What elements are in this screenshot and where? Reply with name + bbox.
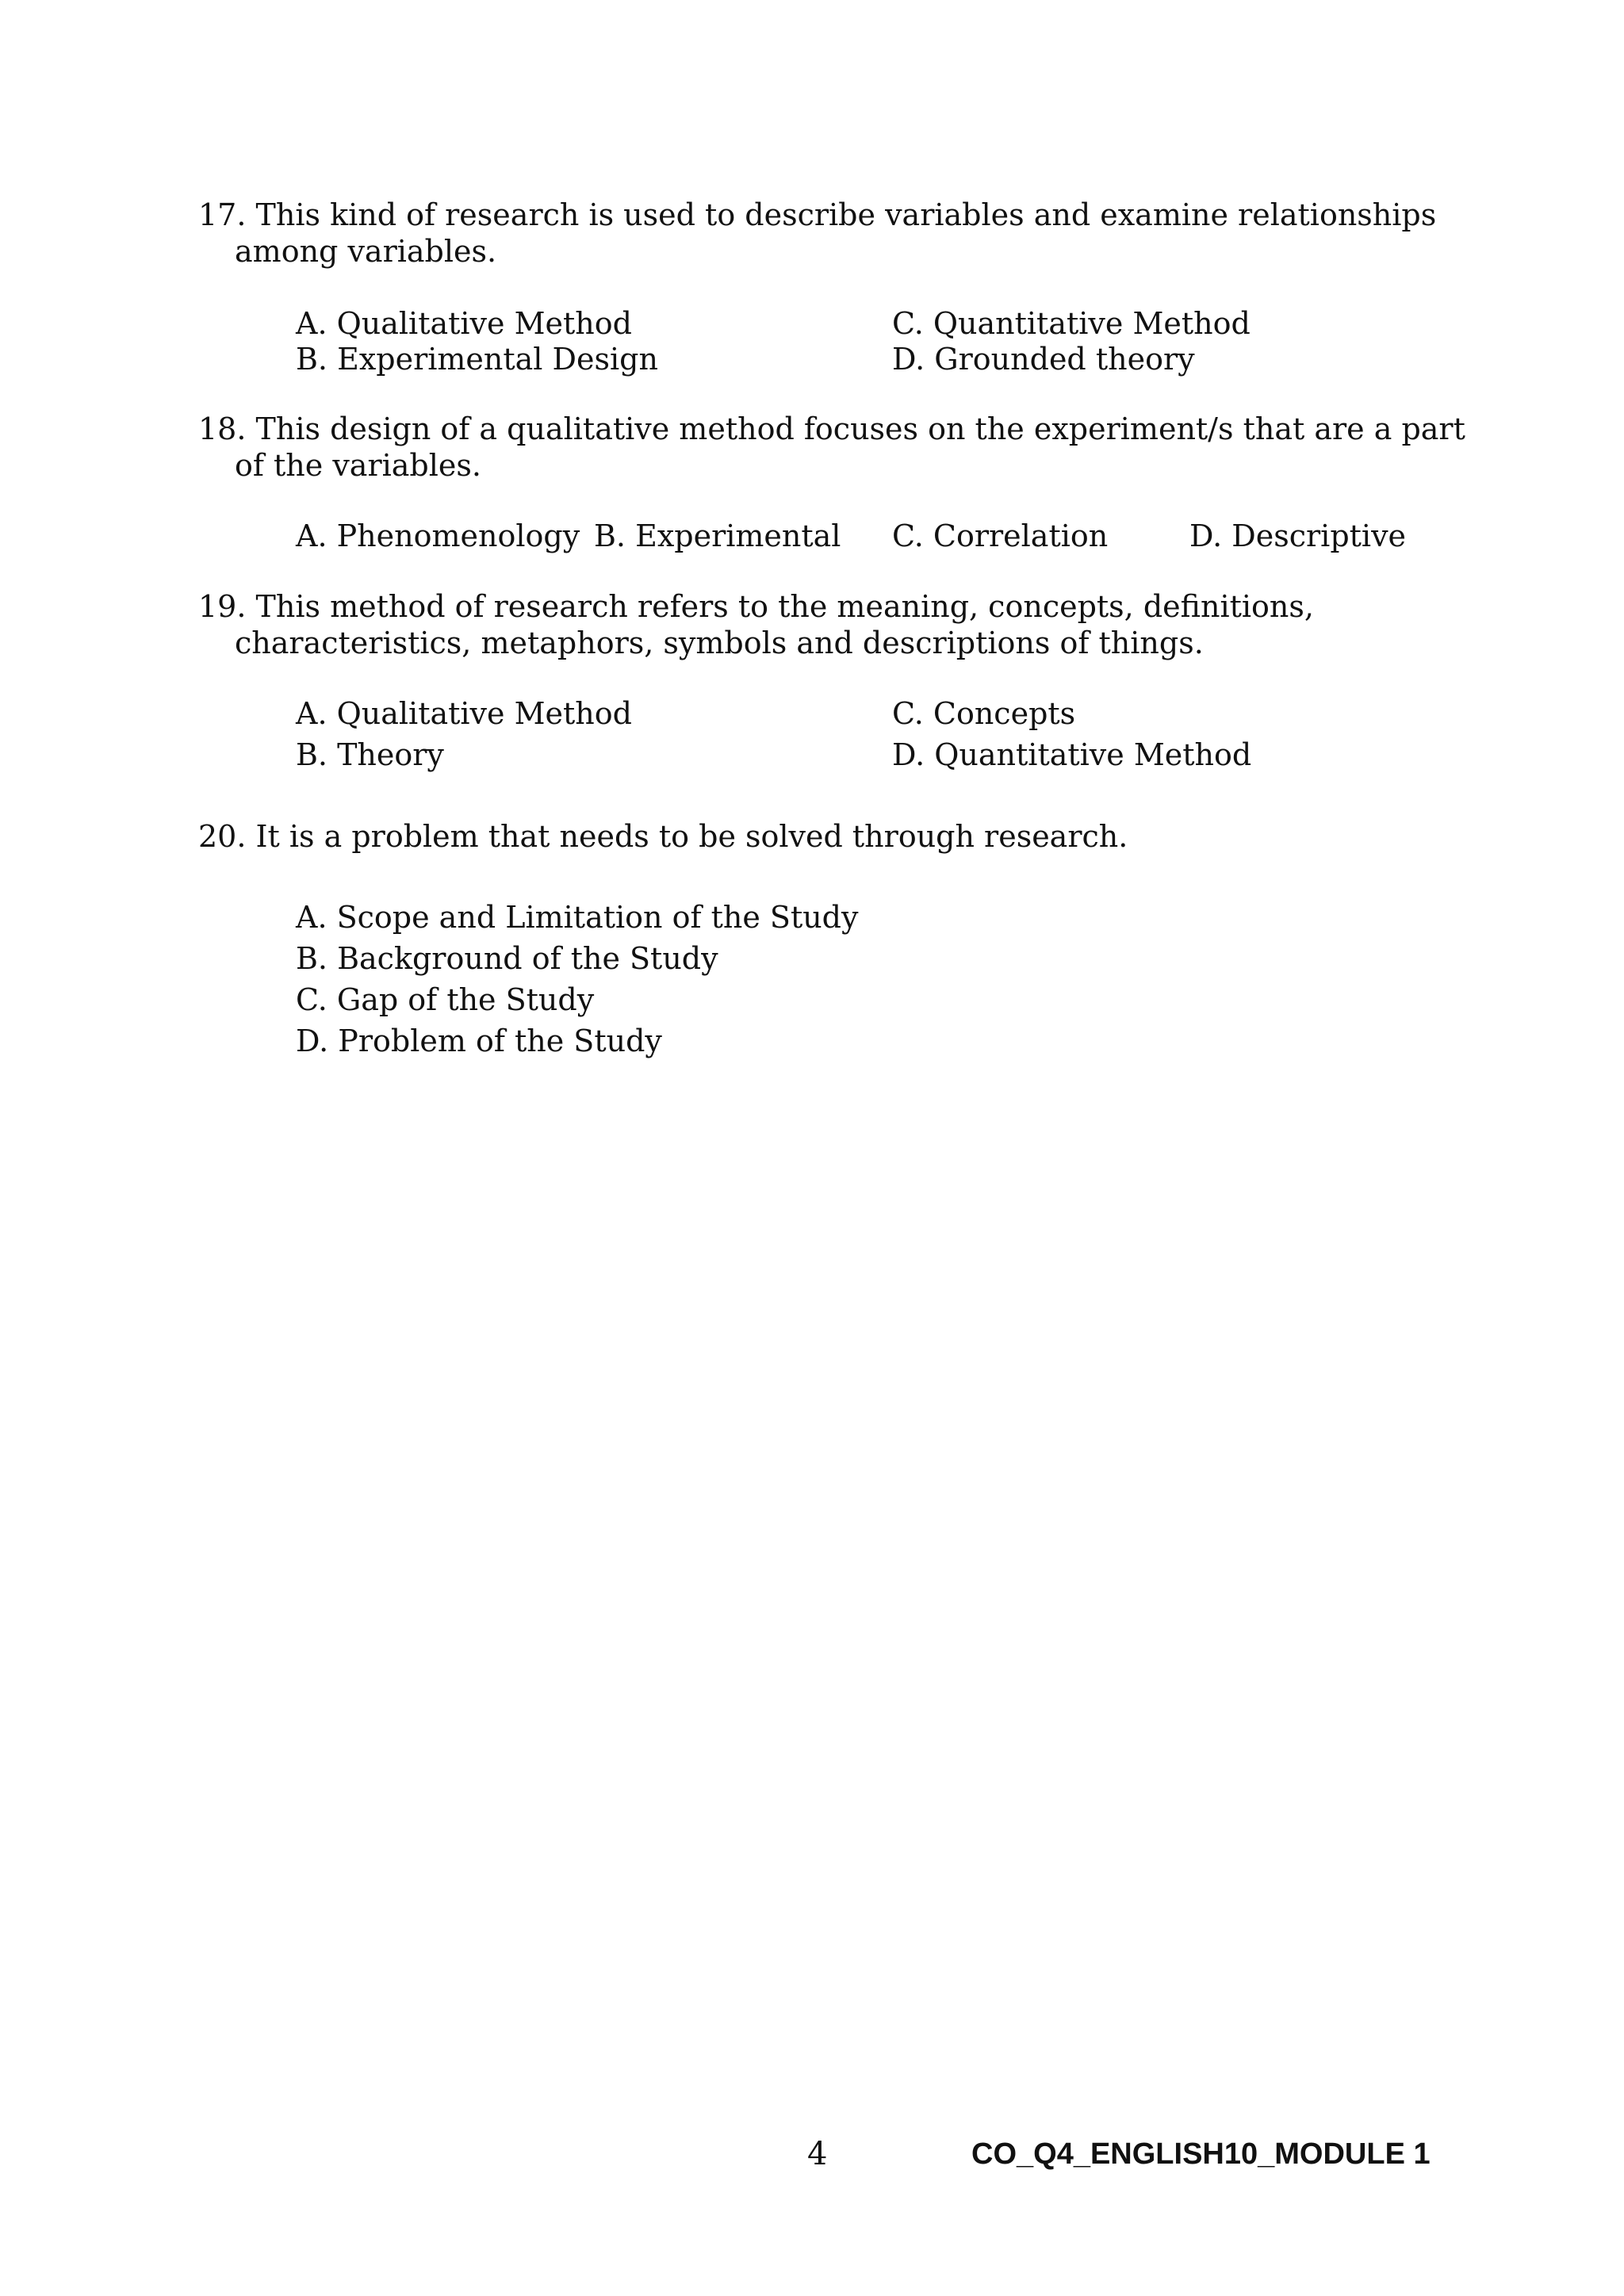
question-17-stem xyxy=(198,197,1436,270)
page-number: 4 xyxy=(807,2136,828,2172)
question-18-stem xyxy=(198,411,1465,484)
question-20-option-b: B. Background of the Study xyxy=(296,941,718,976)
question-19-stem xyxy=(198,588,1314,661)
question-20-option-c: C. Gap of the Study xyxy=(296,982,595,1017)
question-17-option-b: B. Experimental Design xyxy=(296,342,658,377)
question-19-line2: characteristics, metaphors, symbols and descriptions of things. xyxy=(235,626,1204,660)
question-18-option-d: D. Descriptive xyxy=(1189,519,1407,553)
question-19-option-b: B. Theory xyxy=(296,737,444,772)
question-20-option-d: D. Problem of the Study xyxy=(296,1024,662,1058)
question-20-option-a: A. Scope and Limitation of the Study xyxy=(296,900,859,935)
question-18-line1: 18. This design of a qualitative method focuses on the experiment/s that are a part xyxy=(198,411,1465,446)
question-19-option-c: C. Concepts xyxy=(892,696,1076,731)
question-18-line2: of the variables. xyxy=(235,448,481,483)
module-code: CO_Q4_ENGLISH10_MODULE 1 xyxy=(971,2137,1431,2171)
question-17-line2: among variables. xyxy=(235,234,497,269)
question-18-option-a: A. Phenomenology xyxy=(296,519,580,553)
question-18-option-b: B. Experimental xyxy=(594,519,841,553)
question-19-option-a: A. Qualitative Method xyxy=(296,696,632,731)
question-17-option-a: A. Qualitative Method xyxy=(296,306,632,341)
question-19-line1: 19. This method of research refers to the meaning, concepts, definitions, xyxy=(198,589,1314,624)
question-20-stem xyxy=(198,818,1128,855)
question-20-line1: 20. It is a problem that needs to be solved through research. xyxy=(198,819,1128,854)
question-19-option-d: D. Quantitative Method xyxy=(892,737,1252,772)
question-17-line1: 17. This kind of research is used to describe variables and examine relationships xyxy=(198,197,1437,232)
question-18-option-c: C. Correlation xyxy=(892,519,1109,553)
question-17-option-d: D. Grounded theory xyxy=(892,342,1195,377)
question-17-option-c: C. Quantitative Method xyxy=(892,306,1251,341)
